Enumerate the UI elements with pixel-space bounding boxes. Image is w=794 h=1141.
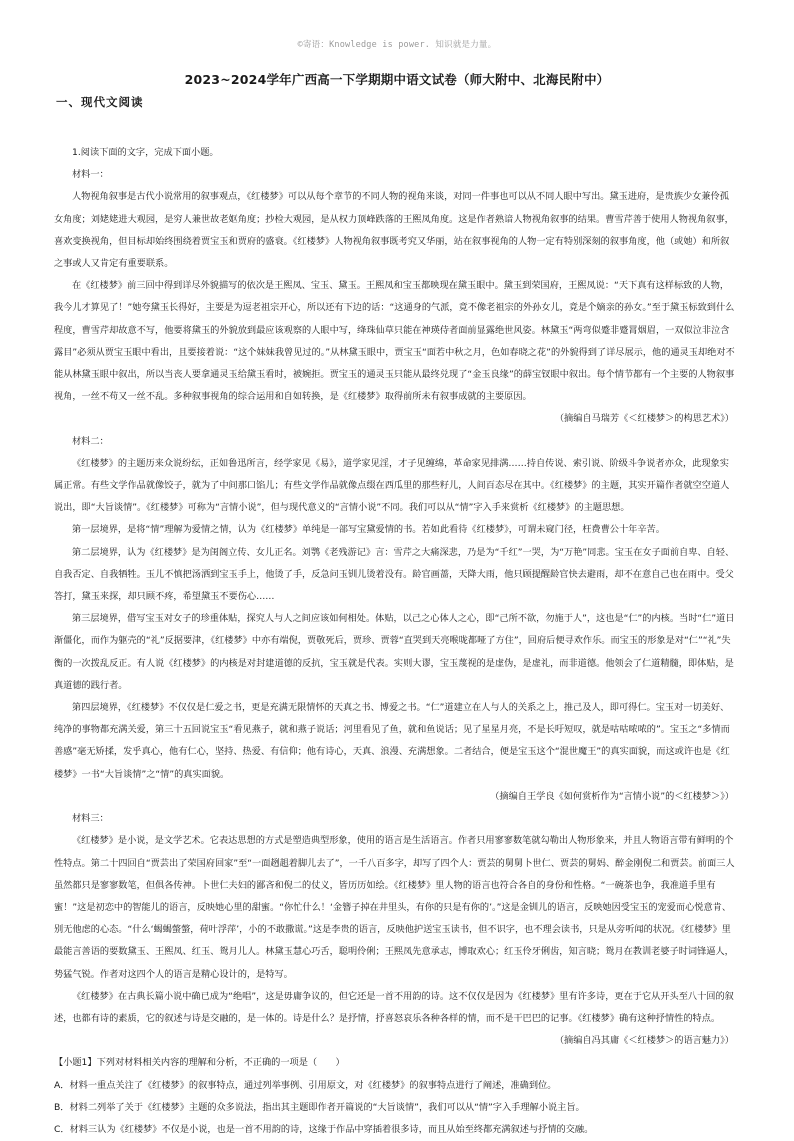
question-intro: 1.阅读下面的文字，完成下面小题。 [72, 147, 219, 158]
paragraph: 人物视角叙事是古代小说常用的叙事观点，《红楼梦》可以从每个章节的不同人物的视角来谈，对同一件事也可以从不同人眼中写出。黛玉进府，是贵族少女兼伶孤女角度；刘姥姥进大观园，是穷人兼世故老妪角度；抄检大观园，是从权力顶峰跌落的王熙凤角度。这是作者熟谙人物视角叙事的结果。曹雪芹善于使用人物视角叙事，喜欢变换视角，但目标却始终围绕着贾宝玉和贾府的盛衰。《红楼梦》人物视角叙事既考究又华丽，站在叙事视角的人物一定有特别深刻的叙事角度，他（或她）和所叙之事或人又肯定有重要联系。 [54, 191, 734, 270]
paragraph: 《红楼梦》是小说，是文学艺术。它表达思想的方式是塑造典型形象，使用的语言是生活语言。作者只用寥寥数笔就勾勒出人物形象来，并且人物语言带有鲜明的个性特点。第二十四回自“贾芸出了荣国府回家”至“一面趔趄着脚儿去了”，一千八百多字，却写了四个人：贾芸的舅舅卜世仁、贾芸的舅妈、醉金刚倪二和贾芸。前面三人虽然都只是寥寥数笔，但俱各传神。卜世仁夫妇的鄙吝和倪二的仗义，皆历历如绘。《红楼梦》里人物的语言也符合各自的身份和性格。“一碗茶也争，我准道手里有蜜！”这是初恋中的智能儿的语言，反映她心里的甜蜜。“你忙什么！‘金簪子掉在井里头，有你的只是有你的’。”这是金钏儿的语言，反映她因受宝玉的宠爱而心悦意肯、别无他虑的心态。“什么‘蝎蝎螫螫，荷叶浮萍’，小的不敢撒谎。”这是李贵的语言，反映他护送宝玉读书，但不识字，也不理会读书，只是从旁听闻的状况。《红楼梦》里最能言善语的要数黛玉、王熙凤、红玉、鸳月儿人。林黛玉慧心巧舌，聪明伶俐；王熙凤先意承志，博取欢心；红玉伶牙俐齿，知言晓；鸳月在教训老婆子时词锋逼人，势猛气锐。作者对这四个人的语言是精心设计的，是特写。 [54, 835, 735, 980]
option-b: B．材料二列举了关于《红楼梦》主题的众多说法，指出其主题即作者开篇说的“大旨谈情”，我们可以从“情”字入手理解小说主旨。 [54, 1101, 585, 1113]
sub-question: 【小题1】下列对材料相关内容的理解和分析，不正确的一项是（ ） [54, 1057, 345, 1069]
option-c: C．材料三认为《红楼梦》不仅是小说，也是一首不用韵的诗，这缘于作品中穿插着很多诗，而且从始至终都充满叙述与抒情的交融。 [54, 1123, 594, 1135]
source-citation: （摘编自王学良《如何赏析作为“言情小说”的＜红楼梦＞》） [490, 790, 734, 802]
paragraph: 第四层境界，《红楼梦》不仅仅是仁爱之书，更是充满无限情怀的天真之书、博爱之书。“仁”道建立在人与人的关系之上，推己及人，即可得仁。宝玉对一切美好、纯净的事物都充满关爱，第三十五回说宝玉“看见燕子，就和燕子说话；河里看见了鱼，就和鱼说话；见了星星月亮，不是长吁短叹，就是咕咕哝哝的”。宝玉之“多情而善感”毫无矫揉，发乎真心，他有仁心，坚持、热爱、有信仰；他有诗心，天真、浪漫、充满想象。二者结合，便是宝玉这个“混世魔王”的真实面貌，而这或许也是《红楼梦》一书“大旨谈情”之“情”的真实面貌。 [54, 702, 730, 780]
paragraph: 第二层境界，认为《红楼梦》是为闺阁立传、女儿正名。刘鹗《老残游记》言：雪芹之大痛深悲，乃是为“千红”一哭，为“万艳”同悲。宝玉在女子面前自卑、自轻、自我否定、自我牺牲。玉儿不慎把汤洒到宝玉手上，他烫了手，反急问玉钏儿烫着没有。龄官画蔷，天降大雨，他只顾提醒龄官快去避雨，却不在意自己也在雨中。受父答打，黛玉来探，却只顾不疼，希望黛玉不要伤心…… [54, 546, 735, 603]
material-label: 材料三： [72, 813, 109, 825]
option-a: A．材料一重点关注了《红楼梦》的叙事特点，通过列举事例、引用原文，对《红楼梦》的叙事特点进行了阐述，准确到位。 [54, 1079, 557, 1091]
paragraph: 在《红楼梦》前三回中得到详尽外貌描写的依次是王熙凤、宝玉、黛玉。王熙凤和宝玉都映现在黛玉眼中。黛玉到荣国府，王熙凤说：“天下真有这样标致的人物，我今儿才算见了！”她夸黛玉长得好，主要是为逗老祖宗开心，所以还有下边的话：“这通身的气派，竟不像老祖宗的外孙女儿，竟是个嫡亲的孙女。”至于黛玉标致到什么程度，曹雪芹却故意不写，他要将黛玉的外貌放到最应该观察的人眼中写，绛珠仙草只能在神瑛侍者面前显露绝世风姿。林黛玉“两弯似蹙非蹙罥烟眉，一双似泣非泣含露目”必须从贾宝玉眼中看出，且要接着说：“这个妹妹我曾见过的。”从林黛玉眼中，贾宝玉“面若中秋之月，色如春晓之花”的外貌得到了详尽展示，他的通灵玉却绝对不能从林黛玉眼中叙出，所以当丧人要拿通灵玉给黛玉看时，被婉拒。贾宝玉的通灵玉只能从最终兑现了“金玉良缘”的薛宝钗眼中叙出。每个情节都有一个主要的人物叙事视角，一丝不苟又一丝不乱。多种叙事视角的综合运用和自如转换，是《红楼梦》取得前所未有叙事成就的主要原因。 [54, 280, 735, 403]
source-citation: （摘编自马瑞芳《＜红楼梦＞的构思艺术》） [554, 413, 734, 425]
paragraph: 《红楼梦》在古典长篇小说中确已成为“绝唱”，这是毋庸争议的，但它还是一首不用韵的诗。这不仅仅是因为《红楼梦》里有许多诗，更在于它从开头至八十回的叙述，也都有诗的素质，它的叙述与诗是交融的，是一体的。诗是什么？是抒情，抒喜怒哀乐各种各样的情，而不是干巴巴的记事。《红楼梦》确有这种抒情性的特点。 [54, 990, 734, 1024]
paragraph: 第一层境界，是将“情”理解为爱情之情，认为《红楼梦》单纯是一部写宝黛爱情的书。若如此看待《红楼梦》，可谓未窥门径，枉费曹公十年辛苦。 [72, 524, 665, 536]
material-label: 材料一： [72, 169, 109, 181]
paragraph: 第三层境界，借写宝玉对女子的珍重体贴，探究人与人之间应该如何相处。体贴，以己之心体人之心，即“己所不欲，勿施于人”，这也是“仁”的内核。当时“仁”道日渐僵化，而作为躯壳的“礼”反据要津，《红楼梦》中亦有端倪，贾敬死后，贾珍、贾蓉“直哭到天亮喉咙都哑了方住”，回府后便寻欢作乐。而宝玉的形象是对“仁”“礼”失衡的一次拨乱反正。有人说《红楼梦》的内核是对封建道德的反抗，宝玉就是代表。实则大谬，宝玉蔑视的是虚伪，是虚礼，而非道德。他领会了仁道精髓，即体贴，是真道德的践行者。 [54, 613, 735, 691]
paragraph: 《红楼梦》的主题历来众说纷纭，正如鲁迅所言，经学家见《易》，道学家见淫，才子见缠绵，革命家见排满……持自传说、索引说、阶级斗争说者亦众，此现象实属正常。有些文学作品就像饺子，就为了中间那口馅儿；有些文学作品就像点缀在西瓜里的那些籽儿，人间百态尽在其中。《红楼梦》的主题，其实开篇作者就空空道人说出，即“大旨谈情”。《红楼梦》可称为“言情小说”，但与现代意义的“言情小说”不同。我们可以从“情”字入手来赏析《红楼梦》的主题思想。 [54, 457, 730, 514]
section-heading: 一、现代文阅读 [56, 95, 144, 109]
material-label: 材料二： [72, 435, 109, 447]
document-body [54, 142, 738, 1141]
page-title: 2023~2024学年广西高一下学期期中语文试卷（师大附中、北海民附中） [184, 72, 610, 87]
watermark: ©寄语：Knowledge is power. 知识就是力量。 [297, 40, 497, 50]
source-citation: （摘编自冯其庸《＜红楼梦＞的语言魅力》） [554, 1035, 734, 1047]
